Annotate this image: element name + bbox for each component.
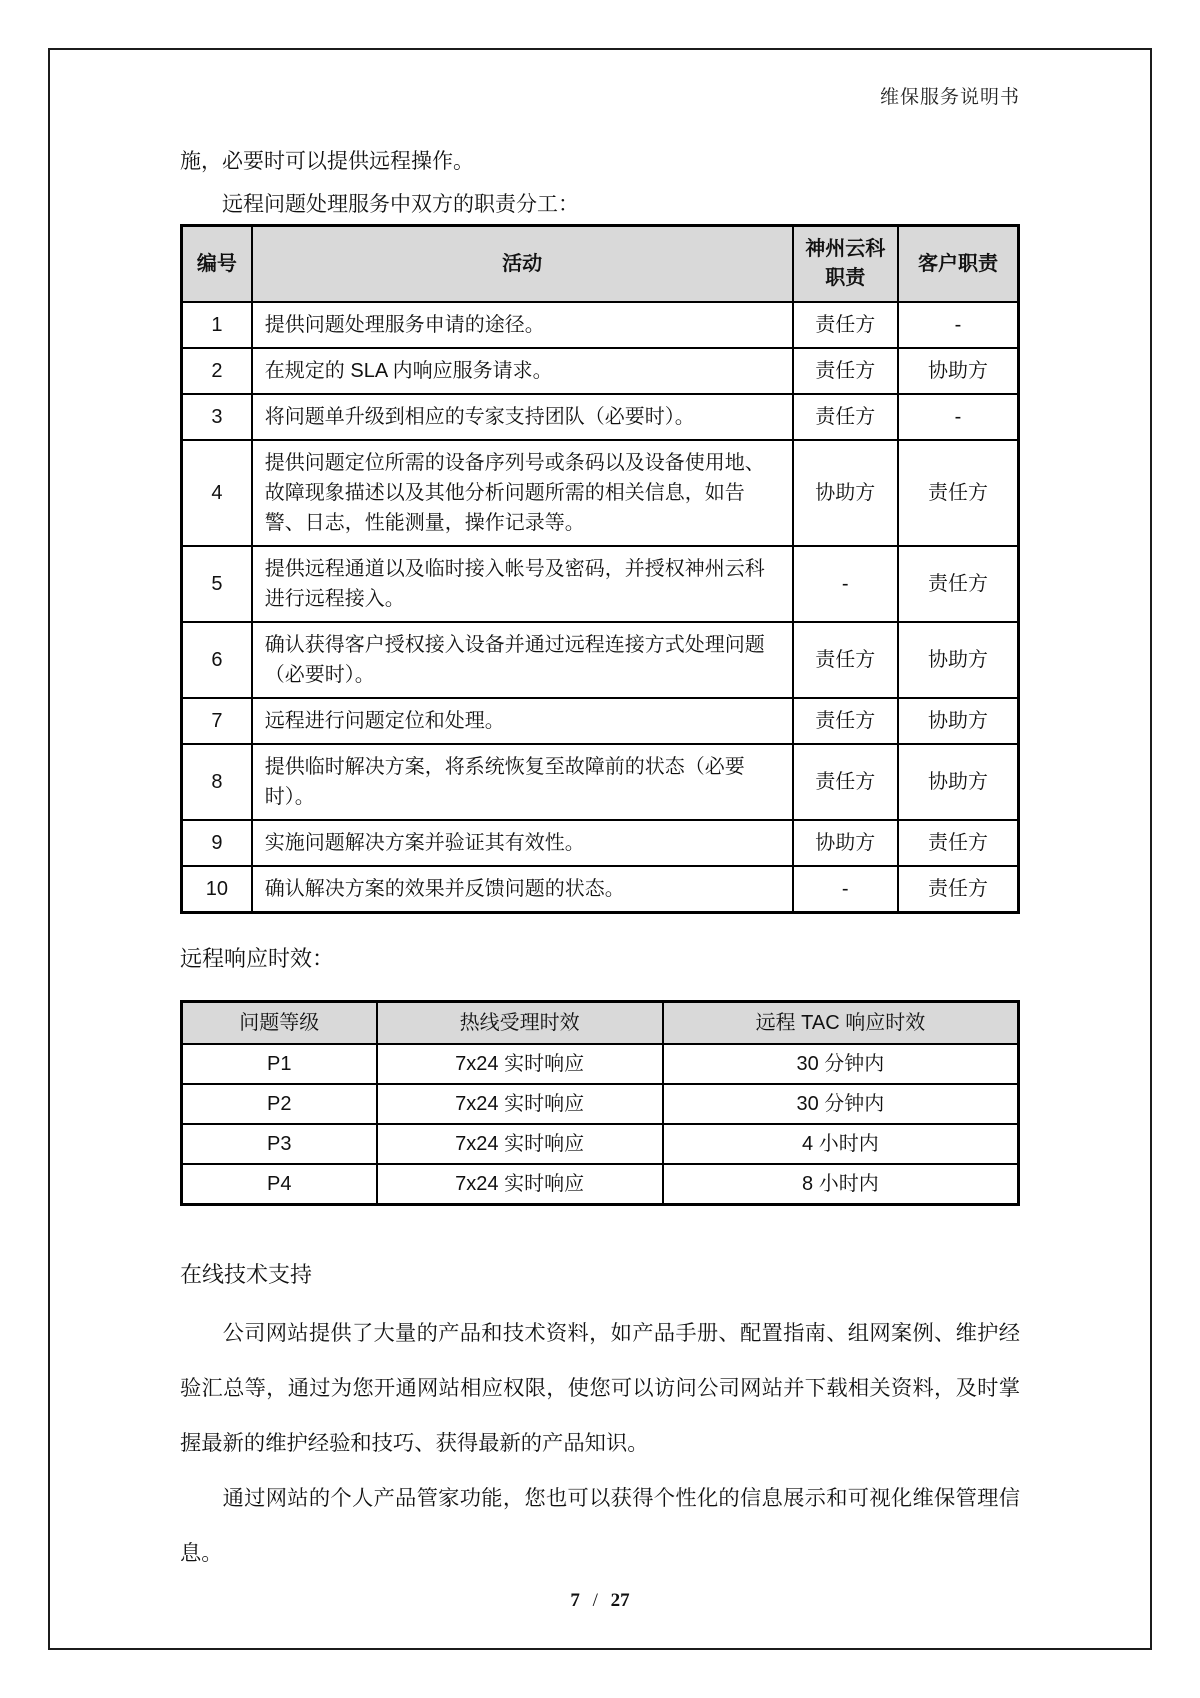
table-row	[182, 866, 1019, 913]
table-cell: 7x24 实时响应	[377, 1124, 663, 1164]
table-row	[182, 1124, 1019, 1164]
table-caption: 远程问题处理服务中双方的职责分工：	[222, 193, 579, 216]
table-cell: 7x24 实时响应	[377, 1164, 663, 1205]
table-header-row	[182, 1002, 1019, 1045]
table-cell: -	[898, 394, 1019, 440]
table-cell: P3	[182, 1124, 377, 1164]
table-row	[182, 622, 1019, 698]
table-cell: 确认获得客户授权接入设备并通过远程连接方式处理问题（必要时）。	[252, 622, 793, 698]
table-cell: 1	[182, 302, 252, 348]
table-cell: 30 分钟内	[663, 1044, 1019, 1084]
responsibility-table	[180, 224, 1020, 914]
table-cell: P4	[182, 1164, 377, 1205]
column-header: 问题等级	[182, 1002, 377, 1045]
table-cell: 9	[182, 820, 252, 866]
page-number-separator: /	[592, 1590, 598, 1611]
table-cell: 协助方	[793, 820, 898, 866]
table-row	[182, 1164, 1019, 1205]
table-cell: 责任方	[898, 440, 1019, 546]
table-cell: 协助方	[898, 744, 1019, 820]
table-cell: 协助方	[898, 622, 1019, 698]
table-cell: 4	[182, 440, 252, 546]
table-row	[182, 394, 1019, 440]
table-cell: 实施问题解决方案并验证其有效性。	[252, 820, 793, 866]
table-cell: 责任方	[793, 302, 898, 348]
document-header-title: 维保服务说明书	[879, 87, 1020, 108]
table-cell: 责任方	[898, 546, 1019, 622]
table-cell: 提供问题定位所需的设备序列号或条码以及设备使用地、故障现象描述以及其他分析问题所需的相关信息，如告警、日志，性能测量，操作记录等。	[252, 440, 793, 546]
table-cell: 责任方	[793, 348, 898, 394]
table-cell: 远程进行问题定位和处理。	[252, 698, 793, 744]
table-cell: 责任方	[793, 394, 898, 440]
column-header: 远程 TAC 响应时效	[663, 1002, 1019, 1045]
table-row	[182, 744, 1019, 820]
table-cell: 提供问题处理服务申请的途径。	[252, 302, 793, 348]
table-cell: -	[793, 866, 898, 913]
column-header: 神州云科职责	[793, 226, 898, 303]
table-cell: P2	[182, 1084, 377, 1124]
table-header-row	[182, 226, 1019, 303]
table-cell: 5	[182, 546, 252, 622]
table-cell: 提供临时解决方案，将系统恢复至故障前的状态（必要时）。	[252, 744, 793, 820]
table-cell: 协助方	[793, 440, 898, 546]
table-cell: 提供远程通道以及临时接入帐号及密码，并授权神州云科进行远程接入。	[252, 546, 793, 622]
column-header: 编号	[182, 226, 252, 303]
table-cell: 10	[182, 866, 252, 913]
table-row	[182, 698, 1019, 744]
paragraph: 通过网站的个人产品管家功能，您也可以获得个性化的信息展示和可视化维保管理信息。	[180, 1486, 1020, 1565]
table-cell: 在规定的 SLA 内响应服务请求。	[252, 348, 793, 394]
table-cell: 责任方	[898, 866, 1019, 913]
table-cell: 将问题单升级到相应的专家支持团队（必要时）。	[252, 394, 793, 440]
table-cell: 7	[182, 698, 252, 744]
table-row	[182, 302, 1019, 348]
table-row	[182, 820, 1019, 866]
table-cell: 7x24 实时响应	[377, 1044, 663, 1084]
table-cell: 协助方	[898, 348, 1019, 394]
table-cell: 确认解决方案的效果并反馈问题的状态。	[252, 866, 793, 913]
section-title-online-support: 在线技术支持	[180, 1262, 313, 1287]
column-header: 客户职责	[898, 226, 1019, 303]
table-row	[182, 348, 1019, 394]
current-page-number: 7	[570, 1590, 580, 1611]
table-cell: 2	[182, 348, 252, 394]
table-cell: 责任方	[793, 744, 898, 820]
table-cell: 责任方	[898, 820, 1019, 866]
table-cell: 8 小时内	[663, 1164, 1019, 1205]
table-row	[182, 546, 1019, 622]
total-page-number: 27	[610, 1590, 630, 1611]
paragraph: 公司网站提供了大量的产品和技术资料，如产品手册、配置指南、组网案例、维护经验汇总等，通过为您开通网站相应权限，使您可以访问公司网站并下载相关资料，及时掌握最新的维护经验和技巧、获得最新的产品知识。	[180, 1321, 1020, 1455]
table-row	[182, 440, 1019, 546]
page-number	[0, 1590, 1200, 1612]
table-cell: 7x24 实时响应	[377, 1084, 663, 1124]
table-cell: 责任方	[793, 698, 898, 744]
table-row	[182, 1084, 1019, 1124]
table-cell: 4 小时内	[663, 1124, 1019, 1164]
table-cell: 协助方	[898, 698, 1019, 744]
section-label-remote-response: 远程响应时效：	[180, 946, 335, 971]
table-cell: 8	[182, 744, 252, 820]
table-cell: -	[898, 302, 1019, 348]
sla-table	[180, 1000, 1020, 1206]
table-cell: 3	[182, 394, 252, 440]
column-header: 热线受理时效	[377, 1002, 663, 1045]
table-row	[182, 1044, 1019, 1084]
table-cell: 责任方	[793, 622, 898, 698]
table-cell: P1	[182, 1044, 377, 1084]
body-text-line: 施，必要时可以提供远程操作。	[180, 150, 474, 173]
table-cell: 30 分钟内	[663, 1084, 1019, 1124]
table-cell: -	[793, 546, 898, 622]
table-cell: 6	[182, 622, 252, 698]
column-header: 活动	[252, 226, 793, 303]
